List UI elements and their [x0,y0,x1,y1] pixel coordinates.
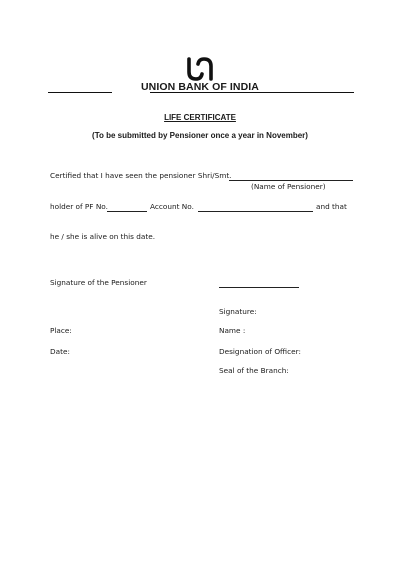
form-title: LIFE CERTIFICATE [164,113,236,122]
union-bank-logo-icon [187,56,213,82]
bank-name: UNION BANK OF INDIA [141,81,259,93]
seal-label: Seal of the Branch: [219,366,289,375]
officer-name-label: Name : [219,326,246,335]
alive-text: he / she is alive on this date. [50,232,156,241]
holder-pf-label: holder of PF No. [50,202,108,211]
header-rule-right [150,92,354,93]
pensioner-signature-field[interactable] [219,287,299,288]
pf-number-field[interactable] [107,211,147,212]
officer-signature-label: Signature: [219,307,257,316]
form-subtitle: (To be submitted by Pensioner once a year in November) [92,131,308,140]
designation-label: Designation of Officer: [219,347,301,356]
and-that-text: and that [316,202,347,211]
pensioner-name-field[interactable] [229,180,353,181]
place-label: Place: [50,326,72,335]
certified-text: Certified that I have seen the pensioner Shri/Smt. [50,171,232,180]
account-number-field[interactable] [198,211,313,212]
header-rule-left [48,92,112,93]
account-label: Account No. [150,202,194,211]
name-of-pensioner-caption: (Name of Pensioner) [251,182,326,191]
date-label: Date: [50,347,70,356]
pensioner-signature-label: Signature of the Pensioner [50,278,147,287]
